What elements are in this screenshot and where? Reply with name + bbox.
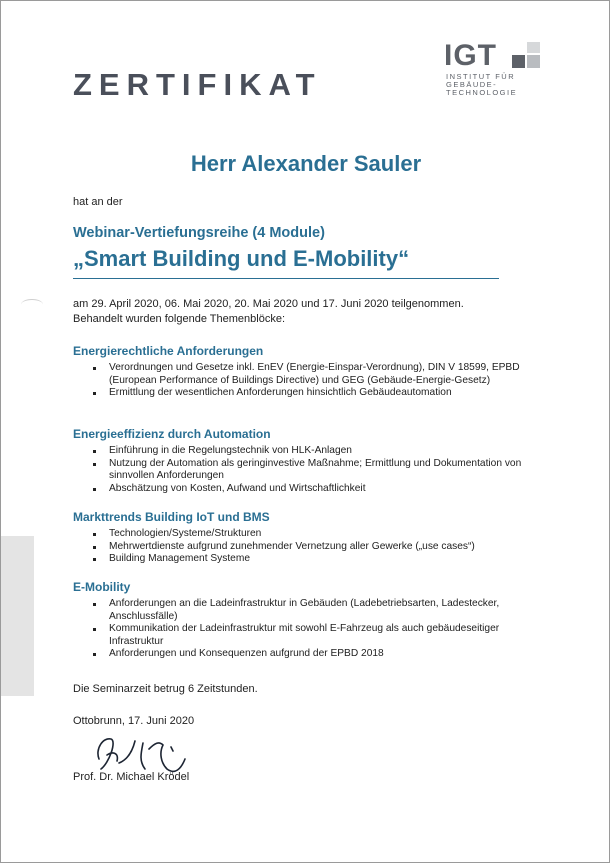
recipient-name: Herr Alexander Sauler	[190, 151, 422, 176]
list-item: Kommunikation der Ladeinfrastruktur mit sowohl E-Fahrzeug als auch gebäudeseitiger Infrastruktur	[93, 623, 533, 648]
list-item: Nutzung der Automation als geringinvestive Maßnahme; Ermittlung und Dokumentation von sinnvollen Anforderungen	[93, 458, 533, 483]
punch-hole-mark	[21, 299, 43, 310]
logo-mark: IGT	[444, 39, 497, 72]
section-heading: Energieeffizienz durch Automation	[73, 427, 271, 441]
igt-logo	[444, 41, 559, 101]
topics-intro: Behandelt wurden folgende Themenblöcke:	[73, 313, 286, 325]
list-item: Abschätzung von Kosten, Aufwand und Wirtschaftlichkeit	[93, 483, 533, 496]
title-underline	[73, 278, 499, 279]
signatory-name: Prof. Dr. Michael Krödel	[73, 771, 190, 783]
handwritten-signature	[89, 729, 209, 777]
section-list	[93, 362, 533, 400]
series-title: Webinar-Vertiefungsreihe (4 Module)	[73, 225, 325, 241]
section-heading: Markttrends Building IoT und BMS	[73, 510, 270, 524]
section-list	[93, 528, 533, 566]
logo-sub-line-2: GEBÄUDE-	[446, 80, 498, 89]
logo-sub-line-1: INSTITUT FÜR	[446, 72, 516, 81]
section-list	[93, 598, 533, 661]
section-heading: E-Mobility	[73, 580, 131, 594]
intro-text: hat an der	[73, 196, 123, 208]
logo-square-top	[527, 42, 540, 53]
list-item: Verordnungen und Gesetze inkl. EnEV (Energie-Einspar-Verordnung), DIN V 18599, EPBD (European Performance of Buildings Directive) und GEG (Gebäude-Energie-Gesetz)	[93, 362, 533, 387]
logo-square-dark	[512, 55, 525, 68]
scan-shadow	[1, 536, 34, 696]
duration-text: Die Seminarzeit betrug 6 Zeitstunden.	[73, 683, 258, 695]
section-list	[93, 445, 533, 495]
list-item: Technologien/Systeme/Strukturen	[93, 528, 533, 541]
logo-square-light	[527, 55, 540, 68]
section-heading: Energierechtliche Anforderungen	[73, 344, 264, 358]
list-item: Einführung in die Regelungstechnik von HLK-Anlagen	[93, 445, 533, 458]
certificate-title: ZERTIFIKAT	[73, 67, 322, 102]
list-item: Ermittlung der wesentlichen Anforderungen hinsichtlich Gebäudeautomation	[93, 387, 533, 400]
list-item: Mehrwertdienste aufgrund zunehmender Vernetzung aller Gewerke („use cases“)	[93, 541, 533, 554]
dates-line: am 29. April 2020, 06. Mai 2020, 20. Mai 2020 und 17. Juni 2020 teilgenommen.	[73, 298, 464, 310]
list-item: Building Management Systeme	[93, 553, 533, 566]
list-item: Anforderungen und Konsequenzen aufgrund der EPBD 2018	[93, 648, 533, 661]
list-item: Anforderungen an die Ladeinfrastruktur in Gebäuden (Ladebetriebsarten, Ladestecker, Anschlussfälle)	[93, 598, 533, 623]
place-date: Ottobrunn, 17. Juni 2020	[73, 715, 195, 727]
course-title: „Smart Building und E-Mobility“	[73, 246, 410, 271]
logo-sub-line-3: TECHNOLOGIE	[446, 88, 518, 97]
